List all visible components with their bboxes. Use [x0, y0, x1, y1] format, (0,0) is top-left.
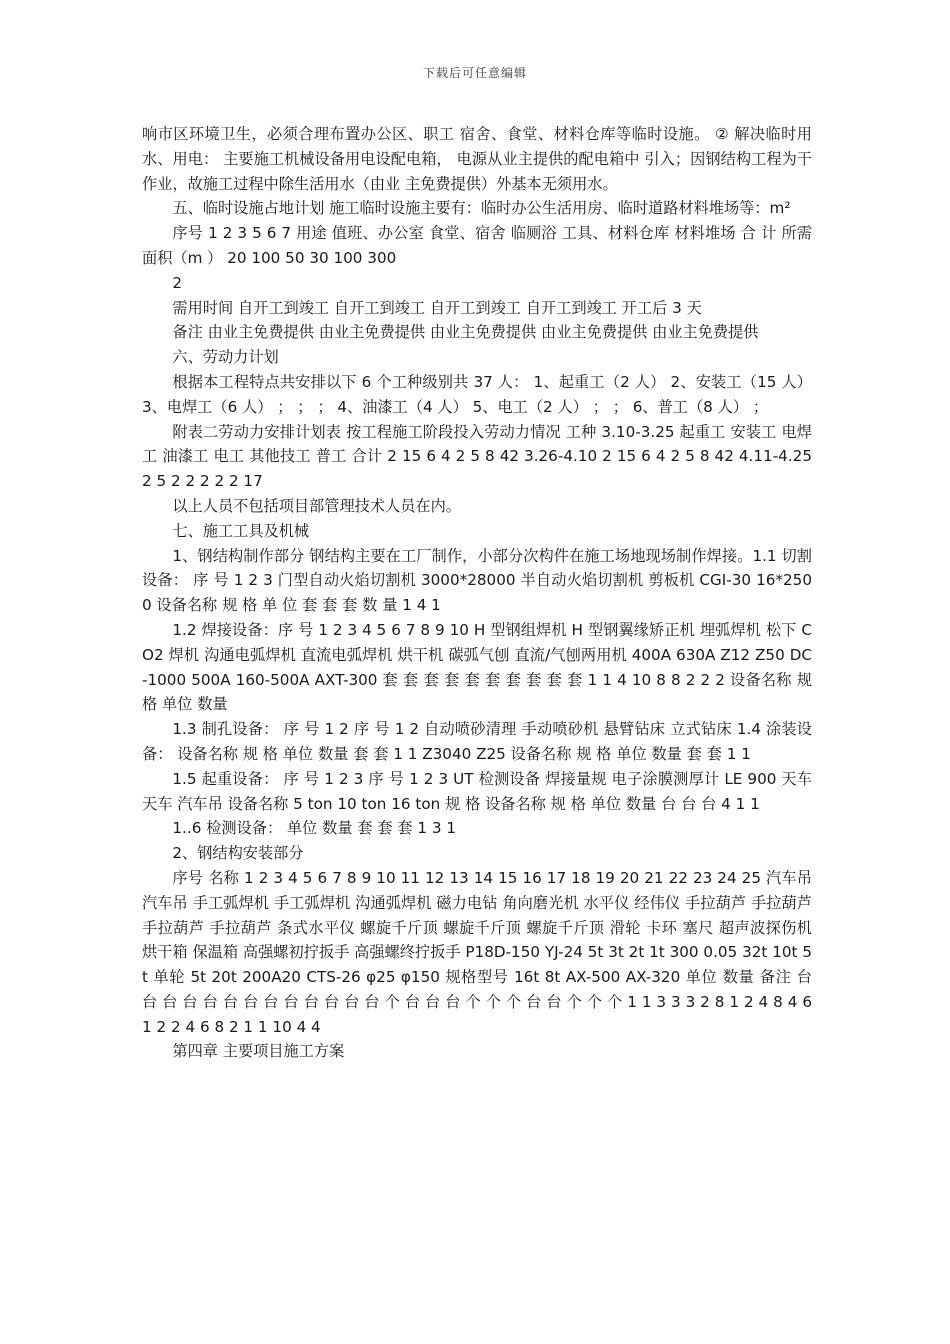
paragraph: 序号 名称 1 2 3 4 5 6 7 8 9 10 11 12 13 14 15 16 17 18 19 20 21 22 23 24 25 汽车吊 汽车吊 手工弧焊机 手工弧焊机 沟通弧焊机 磁力电钻 角向磨光机 水平仪 经伟仪 手拉葫芦 手拉葫芦 手拉葫芦 手拉葫芦 条式水平仪 螺旋千斤顶 螺旋千斤顶 螺旋千斤顶 滑轮 卡环 塞尺 超声波探伤机 烘干箱 保温箱 高强螺初拧扳手 高强螺终拧扳手 P18D-150 YJ-24 5t 3t 2t 1t 300 0.05 32t 10t 5t 单轮 5t 20t 200A20 CTS-26 φ25 φ150 规格型号 16t 8t AX-500 AX-320 单位 数量 备注 台 台 台 台 台 台 台 台 台 台 台 台 台 个 台 台 台 个 个 个 台 台 个 个 个 1 1 3 3 3 2 8 1 2 4 8 4 6 1 2 2 4 6 8 2 1 1 10 4 4 [142, 868, 812, 1036]
chapter-heading: 第四章 主要项目施工方案 [172, 1042, 345, 1061]
paragraph: 1.2 焊接设备：序 号 1 2 3 4 5 6 7 8 9 10 H 型钢组焊机 H 型钢翼缘矫正机 埋弧焊机 松下 CO2 焊机 沟通电弧焊机 直流电弧焊机 烘干机 碳弧气刨 直流/气刨两用机 400A 630A Z12 Z50 DC-1000 500A 160-500A AXT-300 套 套 套 套 套 套 套 套 套 套 1 1 4 10 8 8 2 2 2 设备名称 规 格 单位 数量 [142, 620, 812, 714]
paragraph: 响市区环境卫生，必须合理布置办公区、职工 宿舍、食堂、材料仓库等临时设施。 ② 解决临时用水、用电： 主要施工机械设备用电设配电箱， 电源从业主提供的配电箱中 引入；因钢结构工程为干作业，故施工过程中除生活用水（由业 主免费提供）外基本无须用水。 [142, 125, 812, 193]
paragraph: 2 [172, 273, 183, 292]
paragraph: 以上人员不包括项目部管理技术人员在内。 [172, 496, 461, 515]
section-heading: 六、劳动力计划 [172, 348, 279, 367]
paragraph: 1、钢结构制作部分 钢结构主要在工厂制作，小部分次构件在施工场地现场制作焊接。1.1 切割设备： 序 号 1 2 3 门型自动火焰切割机 3000*28000 半自动火焰切割机 剪板机 CGI-30 16*2500 设备名称 规 格 单 位 套 套 套 数 量 1 4 1 [142, 546, 812, 615]
paragraph: 五、临时设施占地计划 施工临时设施主要有：临时办公生活用房、临时道路材料堆场等：m² [172, 199, 791, 218]
section-heading: 七、施工工具及机械 [172, 521, 310, 540]
paragraph: 需用时间 自开工到竣工 自开工到竣工 自开工到竣工 自开工到竣工 开工后 3 天 [172, 298, 702, 317]
page-header: 下载后可任意编辑 [422, 66, 527, 80]
paragraph: 1.3 制孔设备： 序 号 1 2 序 号 1 2 自动喷砂清理 手动喷砂机 悬臂钻床 立式钻床 1.4 涂装设备： 设备名称 规 格 单位 数量 套 套 1 1 Z3040 Z25 设备名称 规 格 单位 数量 套 套 1 1 [142, 720, 812, 763]
document-body [142, 122, 812, 1064]
section-heading: 2、钢结构安装部分 [172, 844, 304, 863]
paragraph: 1.5 起重设备： 序 号 1 2 3 序 号 1 2 3 UT 检测设备 焊接量规 电子涂膜测厚计 LE 900 天车 天车 汽车吊 设备名称 5 ton 10 ton 16 ton 规 格 设备名称 规 格 单位 数量 台 台 台 4 1 1 [142, 769, 812, 813]
paragraph: 序号 1 2 3 5 6 7 用途 值班、办公室 食堂、宿舍 临厕浴 工具、材料仓库 材料堆场 合 计 所需面积（m ） 20 100 50 30 100 300 [142, 224, 812, 267]
paragraph: 根据本工程特点共安排以下 6 个工种级别共 37 人： 1、起重工（2 人） 2、安装工（15 人） 3、电焊工（6 人） ； ； ； 4、油漆工（4 人） 5、电工（2 人） ； ； 6、普工（8 人） ； [142, 372, 812, 416]
paragraph: 备注 由业主免费提供 由业主免费提供 由业主免费提供 由业主免费提供 由业主免费提供 [172, 323, 759, 342]
paragraph: 附表二劳动力安排计划表 按工程施工阶段投入劳动力情况 工种 3.10-3.25 起重工 安装工 电焊工 油漆工 电工 其他技工 普工 合计 2 15 6 4 2 5 8 42 3.26-4.10 2 15 6 4 2 5 8 42 4.11-4.25 2 5 2 2 2 2 2 17 [142, 422, 812, 491]
paragraph: 1..6 检测设备： 单位 数量 套 套 套 1 3 1 [172, 819, 457, 838]
